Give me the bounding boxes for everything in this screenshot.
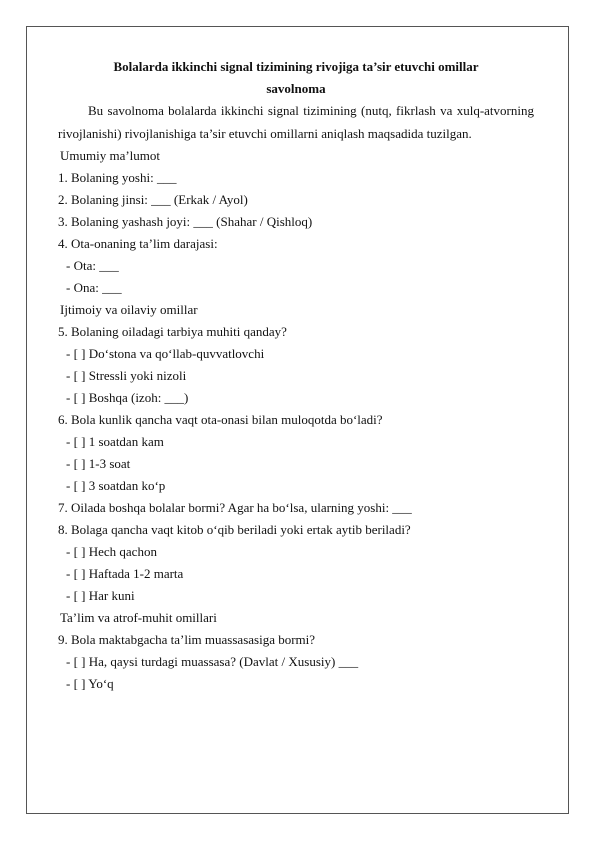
q9-option-1: - [ ] Ha, qaysi turdagi muassasa? (Davlat / Xususiy) ___ <box>66 654 359 669</box>
document-title: Bolalarda ikkinchi signal tizimining rivojiga ta’sir etuvchi omillar <box>113 59 479 74</box>
q5-option-3: - [ ] Boshqa (izoh: ___) <box>66 390 189 405</box>
question-1: 1. Bolaning yoshi: ___ <box>58 170 177 185</box>
q6-option-1: - [ ] 1 soatdan kam <box>66 434 164 449</box>
document-subtitle: savolnoma <box>266 81 326 96</box>
question-9: 9. Bola maktabgacha ta’lim muassasasiga bormi? <box>58 632 316 647</box>
q4-option-1: - Ota: ___ <box>66 258 119 273</box>
question-6: 6. Bola kunlik qancha vaqt ota-onasi bilan muloqotda bo‘ladi? <box>58 412 383 427</box>
q6-option-3: - [ ] 3 soatdan ko‘p <box>66 478 166 493</box>
q5-option-1: - [ ] Do‘stona va qo‘llab-quvvatlovchi <box>66 346 265 361</box>
intro-paragraph: Bu savolnoma bolalarda ikkinchi signal tizimining (nutq, fikrlash va xulq-atvorning rivojlanishi) rivojlanishiga ta’sir etuvchi omillarni aniqlash maqsadida tuzilgan. <box>58 103 534 141</box>
q6-option-2: - [ ] 1-3 soat <box>66 456 131 471</box>
q8-option-3: - [ ] Har kuni <box>66 588 135 603</box>
document-body <box>58 56 534 695</box>
question-5: 5. Bolaning oiladagi tarbiya muhiti qanday? <box>58 324 287 339</box>
q5-option-2: - [ ] Stressli yoki nizoli <box>66 368 187 383</box>
question-4: 4. Ota-onaning ta’lim darajasi: <box>58 236 218 251</box>
q8-option-2: - [ ] Haftada 1-2 marta <box>66 566 184 581</box>
section-social: Ijtimoiy va oilaviy omillar <box>60 302 198 317</box>
question-8: 8. Bolaga qancha vaqt kitob o‘qib beriladi yoki ertak aytib beriladi? <box>58 522 411 537</box>
section-general: Umumiy ma’lumot <box>60 148 161 163</box>
section-education: Ta’lim va atrof-muhit omillari <box>60 610 217 625</box>
question-2: 2. Bolaning jinsi: ___ (Erkak / Ayol) <box>58 192 248 207</box>
question-3: 3. Bolaning yashash joyi: ___ (Shahar / Qishloq) <box>58 214 313 229</box>
q8-option-1: - [ ] Hech qachon <box>66 544 157 559</box>
q9-option-2: - [ ] Yo‘q <box>66 676 114 691</box>
q4-option-2: - Ona: ___ <box>66 280 122 295</box>
question-7: 7. Oilada boshqa bolalar bormi? Agar ha bo‘lsa, ularning yoshi: ___ <box>58 500 412 515</box>
